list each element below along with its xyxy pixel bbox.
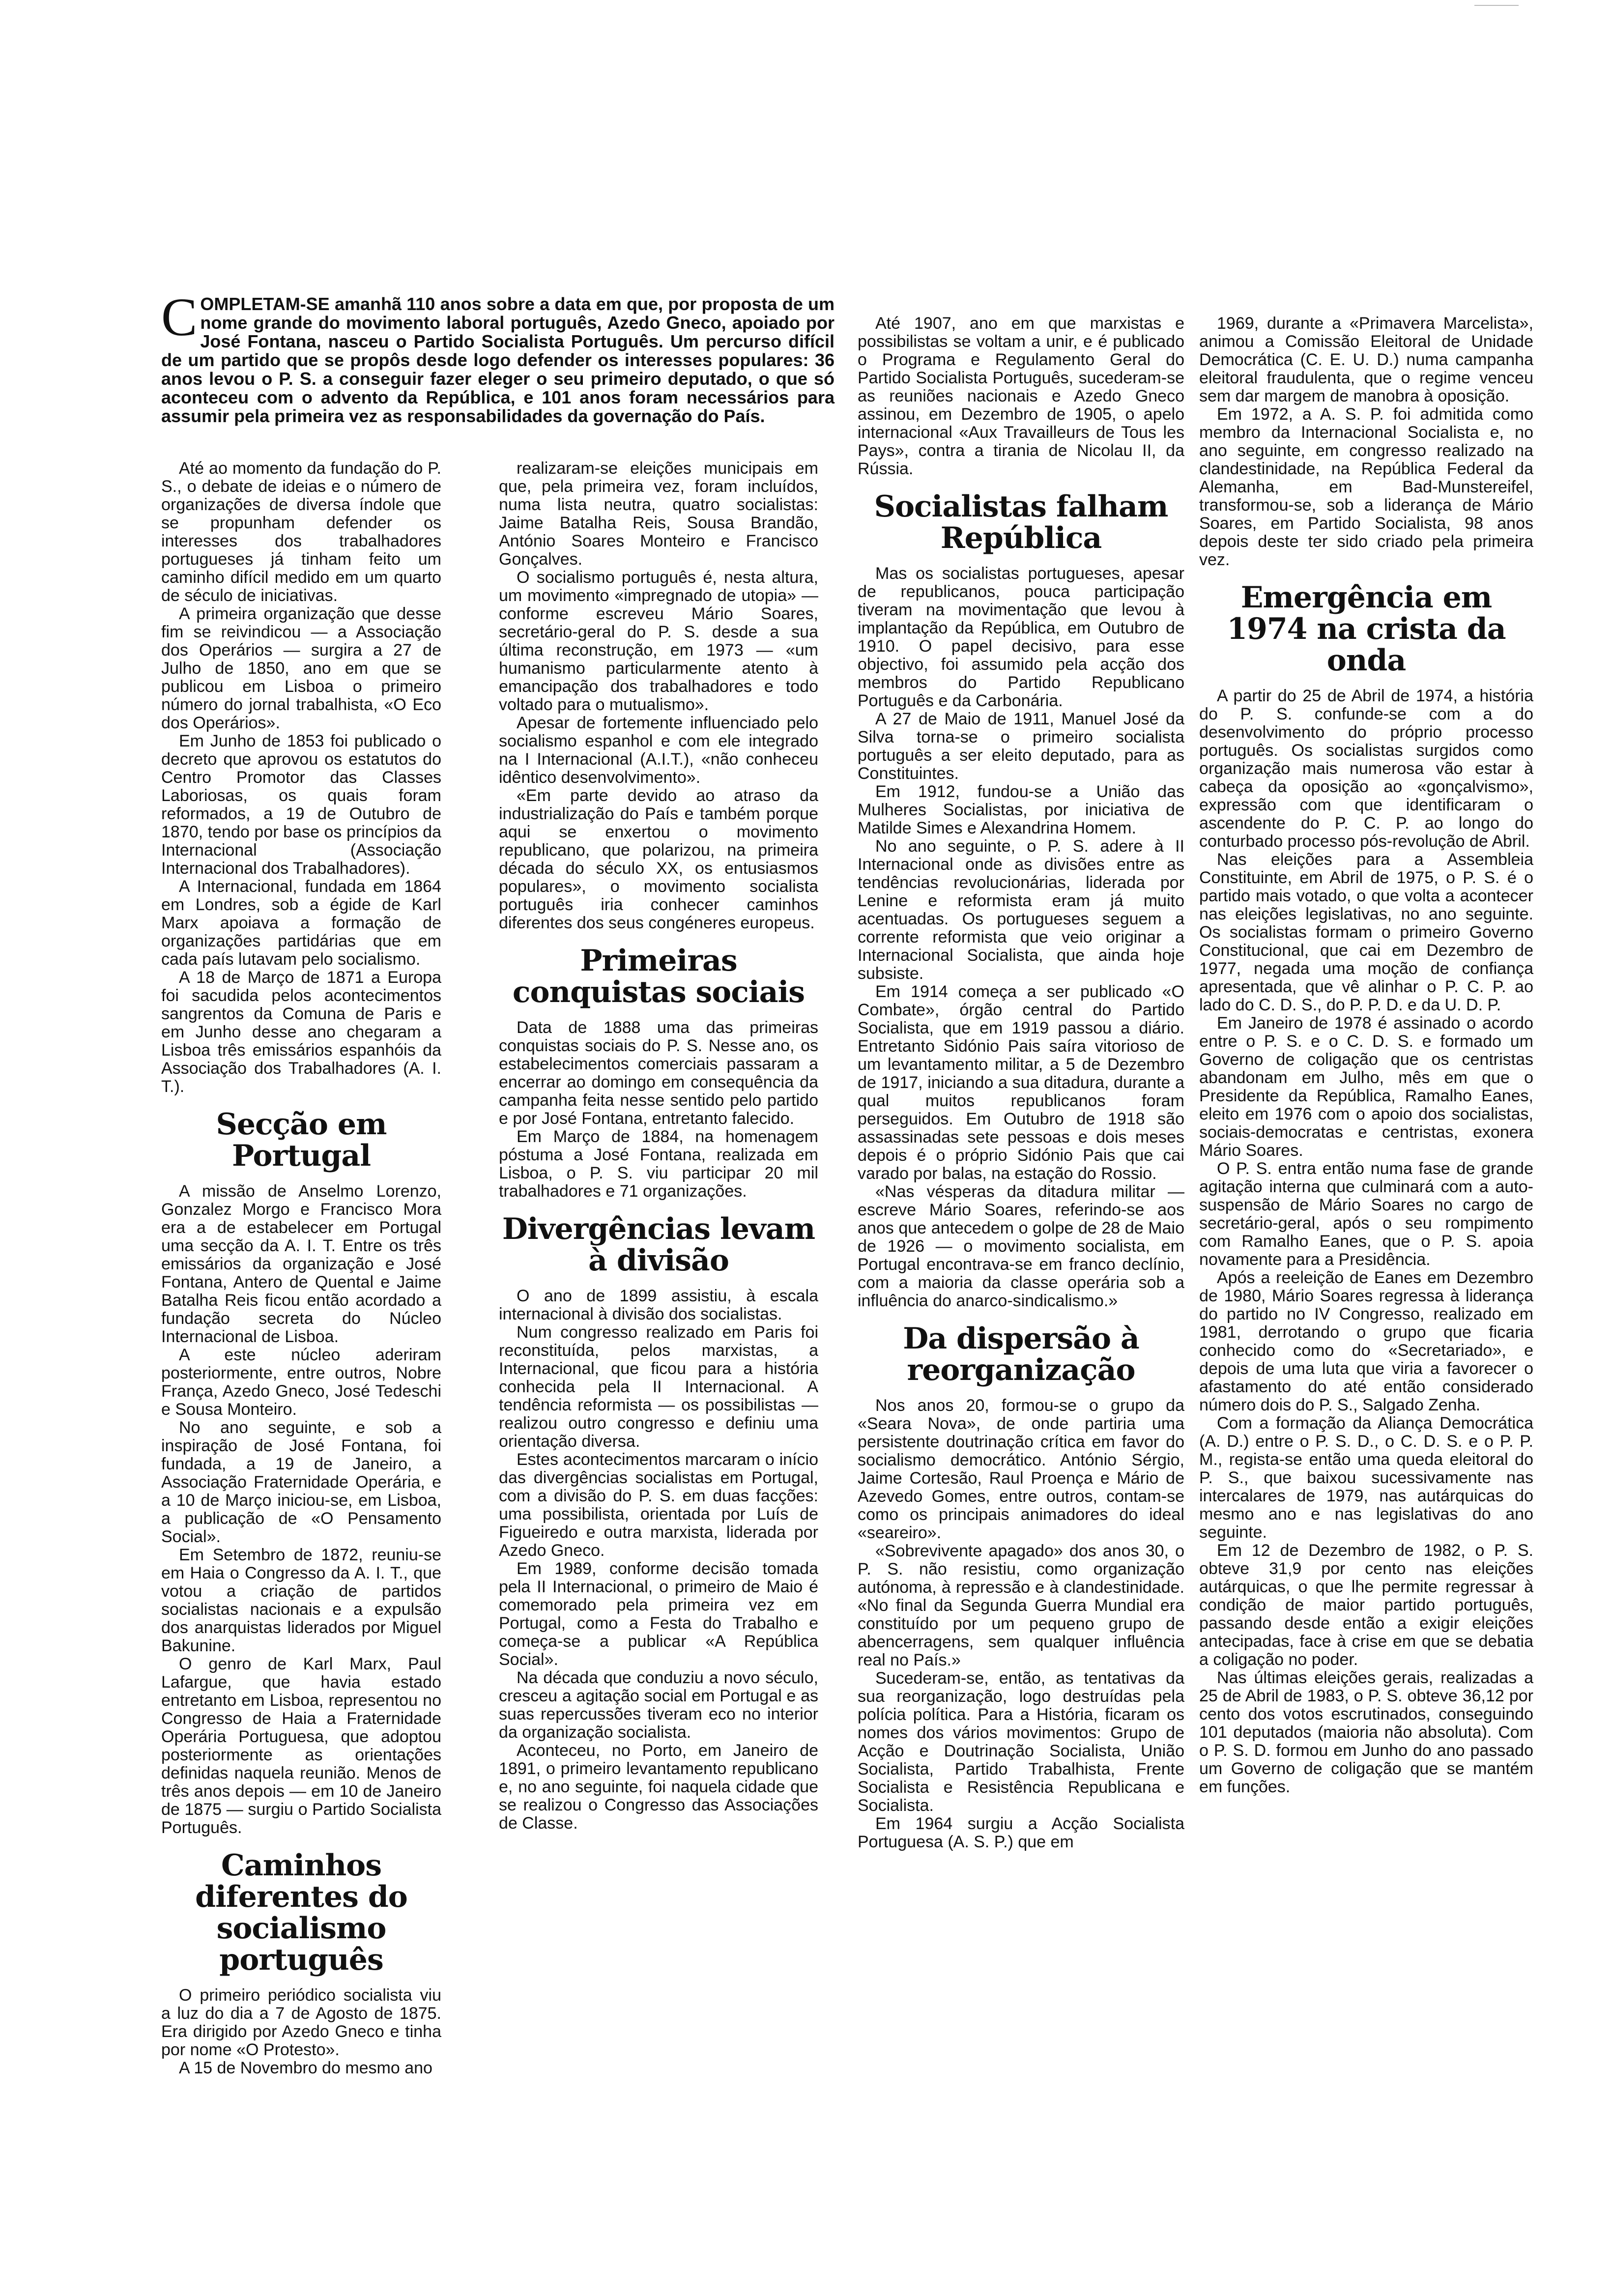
paragraph: realizaram-se eleições municipais em que, pela primeira vez, foram incluídos, numa lista neutra, quatro socialistas: Jaime Batalha Reis, Sousa Brandão, António Soares Monteiro e Francisco Gonçalves. [499, 459, 818, 569]
section-heading: Divergências levam à divisão [502, 1212, 815, 1278]
section-heading: Da dispersão à reorganização [903, 1321, 1139, 1387]
section-heading: Caminhos diferentes do socialismo português [195, 1848, 407, 1977]
paragraph: Em Janeiro de 1978 é assinado o acordo entre o P. S. e o C. D. S. e formado um Governo de coligação que os centristas abandonam em Julho, mês em que o Presidente da República, Ramalho Eanes, eleito em 1976 com o apoio dos socialistas, sociais-democratas e centristas, exonera Mário Soares. [1199, 1014, 1533, 1160]
paragraph: Após a reeleição de Eanes em Dezembro de 1980, Mário Soares regressa à liderança do partido no IV Congresso, realizado em 1981, derrotando o grupo que ficaria conhecido como do «Secretariado», e depois de uma luta que viria a favorecer o afastamento do até então considerado número dois do P. S., Salgado Zenha. [1199, 1268, 1533, 1414]
column-4 [1199, 315, 1533, 1796]
paragraph: Apesar de fortemente influenciado pelo socialismo espanhol e com ele integrado na I Internacional (A.I.T.), «não conheceu idêntico desenvolvimento». [499, 714, 818, 787]
column-1 [161, 459, 441, 2077]
paragraph: Nos anos 20, formou-se o grupo da «Seara Nova», de onde partiria uma persistente doutrinação crítica em favor do socialismo democrático. António Sérgio, Jaime Cortesão, Raul Proença e Mário de Azevedo Gomes, entre outros, contam-se como os principais animadores do ideal «seareiro». [858, 1396, 1184, 1542]
article-lead [161, 287, 835, 426]
paragraph: A Internacional, fundada em 1864 em Londres, sob a égide de Karl Marx apoiava a formação de organizações partidárias que em cada país lutavam pelo socialismo. [161, 877, 441, 969]
paragraph: Até 1907, ano em que marxistas e possibilistas se voltam a unir, e é publicado o Programa e Regulamento Geral do Partido Socialista Português, sucederam-se as reuniões nacionais e Azedo Gneco assinou, em Dezembro de 1905, o apelo internacional «Aux Travailleurs de Tous les Pays», contra a tirania de Nicolau II, da Rússia. [858, 314, 1184, 478]
column-2 [499, 459, 818, 1833]
paragraph: A missão de Anselmo Lorenzo, Gonzalez Morgo e Francisco Mora era a de estabelecer em Portugal uma secção da A. I. T. Entre os três emissários da organização e José Fontana, Antero de Quental e Jaime Batalha Reis ficou então acordado a fundação secreta do Núcleo Internacional de Lisboa. [161, 1182, 441, 1346]
section-heading: Secção em Portugal [216, 1107, 387, 1173]
paragraph: O P. S. entra então numa fase de grande agitação interna que culminará com a auto-suspensão de Mário Soares no cargo de secretário-geral, após o seu rompimento com Ramalho Eanes, que o P. S. apoia novamente para a Presidência. [1199, 1159, 1533, 1269]
paragraph: Data de 1888 uma das primeiras conquistas sociais do P. S. Nesse ano, os estabelecimentos comerciais passaram a encerrar ao domingo em consequência da campanha feita nesse sentido pelo partido e por José Fontana, entretanto falecido. [499, 1018, 818, 1128]
section-heading: Primeiras conquistas sociais [512, 944, 805, 1009]
lead-text: OMPLETAM-SE amanhã 110 anos sobre a data em que, por proposta de um nome grande do movimento laboral português, Azedo Gneco, apoiado por José Fontana, nasceu o Partido Socialista Português. Um percurso difícil de um partido que se propôs desde logo defender os interesses populares: 36 anos levou o P. S. a conseguir fazer eleger o seu primeiro deputado, o que só aconteceu com o advento da República, e 101 anos foram necessários para assumir pela primeira vez as responsabilidades da governação do País. [161, 294, 835, 426]
paragraph: «Nas vésperas da ditadura militar — escreve Mário Soares, referindo-se aos anos que antecedem o golpe de 28 de Maio de 1926 — o movimento socialista, em Portugal encontrava-se em franco declínio, com a maioria da classe operária sob a influência do anarco-sindicalismo.» [858, 1182, 1184, 1310]
paragraph: Em 12 de Dezembro de 1982, o P. S. obteve 31,9 por cento nas eleições autárquicas, o que lhe permite regressar à condição de maior partido português, passando desde então a exigir eleições antecipadas, face à crise em que se debatia a coligação no poder. [1199, 1541, 1533, 1669]
paragraph: Na década que conduziu a novo século, cresceu a agitação social em Portugal e as suas repercussões tiveram eco no interior da organização socialista. [499, 1668, 818, 1742]
paragraph: Sucederam-se, então, as tentativas da sua reorganização, logo destruídas pela polícia política. Para a História, ficaram os nomes dos vários movimentos: Grupo de Acção e Doutrinação Socialista, União Socialista, Partido Trabalhista, Frente Socialista e Resistência Republicana e Socialista. [858, 1669, 1184, 1815]
paragraph: Nas eleições para a Assembleia Constituinte, em Abril de 1975, o P. S. é o partido mais votado, o que volta a acontecer nas eleições legislativas, no ano seguinte. Os socialistas formam o primeiro Governo Constitucional, que cai em Dezembro de 1977, negada uma moção de confiança apresentada, que vê alinhar o P. C. P. ao lado do C. D. S., do P. P. D. e da U. D. P. [1199, 850, 1533, 1014]
paragraph: Em 1964 surgiu a Acção Socialista Portuguesa (A. S. P.) que em [858, 1814, 1184, 1851]
paragraph: Em Março de 1884, na homenagem póstuma a José Fontana, realizada em Lisboa, o P. S. viu participar 20 mil trabalhadores e 71 organizações. [499, 1127, 818, 1201]
paragraph: «Em parte devido ao atraso da industrialização do País e também porque aqui se enxertou o movimento republicano, que polarizou, na primeira década do século XX, os entusiasmos populares», o movimento socialista português iria conhecer caminhos diferentes dos seus congéneres europeus. [499, 786, 818, 932]
paragraph: Em 1989, conforme decisão tomada pela II Internacional, o primeiro de Maio é comemorado pela primeira vez em Portugal, como a Festa do Trabalho e começa-se a publicar «A República Social». [499, 1559, 818, 1669]
paragraph: Nas últimas eleições gerais, realizadas a 25 de Abril de 1983, o P. S. obteve 36,12 por cento dos votos escrutinados, conseguindo 101 deputados (maioria não absoluta). Com o P. S. D. formou em Junho do ano passado um Governo de coligação que se mantém em funções. [1199, 1668, 1533, 1796]
section-heading: Socialistas falham República [874, 489, 1168, 555]
top-rule [1474, 5, 1519, 6]
paragraph: No ano seguinte, o P. S. adere à II Internacional onde as divisões entre as tendências revolucionárias, liderada por Lenine e reformista eram já muito acentuadas. Os portugueses seguem a corrente reformista que veio originar a Internacional Socialista, que ainda hoje subsiste. [858, 837, 1184, 983]
paragraph: O primeiro periódico socialista viu a luz do dia a 7 de Agosto de 1875. Era dirigido por Azedo Gneco e tinha por nome «O Protesto». [161, 1986, 441, 2059]
paragraph: Aconteceu, no Porto, em Janeiro de 1891, o primeiro levantamento republicano e, no ano seguinte, foi naquela cidade que se realizou o Congresso das Associações de Classe. [499, 1741, 818, 1833]
paragraph: O genro de Karl Marx, Paul Lafargue, que havia estado entretanto em Lisboa, representou no Congresso de Haia a Fraternidade Operária Portuguesa, que adoptou posteriormente as orientações definidas naquela reunião. Menos de três anos depois — em 10 de Janeiro de 1875 — surgiu o Partido Socialista Português. [161, 1655, 441, 1837]
paragraph: A 18 de Março de 1871 a Europa foi sacudida pelos acontecimentos sangrentos da Comuna de Paris e em Junho desse ano chegaram a Lisboa três emissários espanhóis da Associação dos Trabalhadores (A. I. T.). [161, 968, 441, 1096]
paragraph: Num congresso realizado em Paris foi reconstituída, pelos marxistas, a Internacional, que ficou para a história conhecida pela II Internacional. A tendência reformista — os possibilistas — realizou outro congresso e definiu uma orientação diversa. [499, 1323, 818, 1451]
paragraph: Em 1912, fundou-se a União das Mulheres Socialistas, por iniciativa de Matilde Simes e Alexandrina Homem. [858, 782, 1184, 837]
paragraph: No ano seguinte, e sob a inspiração de José Fontana, foi fundada, a 19 de Janeiro, a Associação Fraternidade Operária, e a 10 de Março iniciou-se, em Lisboa, a publicação de «O Pensamento Social». [161, 1418, 441, 1546]
paragraph: Mas os socialistas portugueses, apesar de republicanos, pouca participação tiveram na movimentação que levou à implantação da República, em Outubro de 1910. O papel decisivo, para esse objectivo, foi assumido pela acção dos membros do Partido Republicano Português e da Carbonária. [858, 564, 1184, 710]
paragraph: O socialismo português é, nesta altura, um movimento «impregnado de utopia» — conforme escreveu Mário Soares, secretário-geral do P. S. desde a sua última reconstrução, em 1973 — «um humanismo particularmente atento à emancipação dos trabalhadores e todo voltado para o mutualismo». [499, 568, 818, 714]
drop-cap: C [161, 287, 198, 347]
paragraph: O ano de 1899 assistiu, à escala internacional à divisão dos socialistas. [499, 1287, 818, 1323]
section-heading: Emergência em 1974 na crista da onda [1227, 580, 1506, 678]
paragraph: Em Junho de 1853 foi publicado o decreto que aprovou os estatutos do Centro Promotor das Classes Laboriosas, os quais foram reformados, a 19 de Outubro de 1870, tendo por base os princípios da Internacional (Associação Internacional dos Trabalhadores). [161, 732, 441, 878]
paragraph: 1969, durante a «Primavera Marcelista», animou a Comissão Eleitoral de Unidade Democrática (C. E. U. D.) numa campanha eleitoral fraudulenta, que o regime venceu sem dar margem de manobra à oposição. [1199, 314, 1533, 405]
paragraph: A 15 de Novembro do mesmo ano [179, 2059, 432, 2077]
paragraph: A partir do 25 de Abril de 1974, a história do P. S. confunde-se com a do desenvolvimento do próprio processo português. Os socialistas surgidos como organização mais numerosa vão estar à cabeça da oposição ao «gonçalvismo», expressão com que identificaram o ascendente do P. C. P. ao longo do conturbado processo pós-revolução de Abril. [1199, 687, 1533, 851]
paragraph: A este núcleo aderiram posteriormente, entre outros, Nobre França, Azedo Gneco, José Tedeschi e Sousa Monteiro. [161, 1346, 441, 1419]
paragraph: A primeira organização que desse fim se reivindicou — a Associação dos Operários — surgira a 27 de Julho de 1850, ano em que se publicou em Lisboa o primeiro número do jornal trabalhista, «O Eco dos Operários». [161, 604, 441, 732]
paragraph: Em 1972, a A. S. P. foi admitida como membro da Internacional Socialista e, no ano seguinte, em congresso realizado na clandestinidade, na República Federal da Alemanha, em Bad-Munstereifel, transformou-se, sob a liderança de Mário Soares, em Partido Socialista, 98 anos depois deste ter sido criado pela primeira vez. [1199, 405, 1533, 569]
column-3 [858, 315, 1184, 1851]
paragraph: Com a formação da Aliança Democrática (A. D.) entre o P. S. D., o C. D. S. e o P. P. M., regista-se então uma queda eleitoral do P. S., que baixou sucessivamente nas intercalares de 1979, nas autárquicas do mesmo ano e nas legislativas do ano seguinte. [1199, 1414, 1533, 1542]
paragraph: Em Setembro de 1872, reuniu-se em Haia o Congresso da A. I. T., que votou a criação de partidos socialistas nacionais e a expulsão dos anarquistas liderados por Miguel Bakunine. [161, 1546, 441, 1655]
paragraph: «Sobrevivente apagado» dos anos 30, o P. S. não resistiu, como organização autónoma, à repressão e à clandestinidade. «No final da Segunda Guerra Mundial era constituído por um pequeno grupo de abencerragens, sem qualquer influência real no País.» [858, 1542, 1184, 1669]
paragraph: Até ao momento da fundação do P. S., o debate de ideias e o número de organizações de diversa índole que se propunham defender os interesses dos trabalhadores portugueses já tinham feito um caminho difícil medido em um quarto de século de iniciativas. [161, 459, 441, 605]
paragraph: Em 1914 começa a ser publicado «O Combate», órgão central do Partido Socialista, que em 1919 passou a diário. Entretanto Sidónio Pais saíra vitorioso de um levantamento militar, a 5 de Dezembro de 1917, iniciando a sua ditadura, durante a qual muitos republicanos foram perseguidos. Em Outubro de 1918 são assassinadas sete pessoas e dois meses depois é o próprio Sidónio Pais que cai varado por balas, na estação do Rossio. [858, 982, 1184, 1183]
paragraph: Estes acontecimentos marcaram o início das divergências socialistas em Portugal, com a divisão do P. S. em duas facções: uma possibilista, orientada por Luís de Figueiredo e outra marxista, liderada por Azedo Gneco. [499, 1450, 818, 1560]
paragraph: A 27 de Maio de 1911, Manuel José da Silva torna-se o primeiro socialista português a ser eleito deputado, para as Constituintes. [858, 710, 1184, 783]
